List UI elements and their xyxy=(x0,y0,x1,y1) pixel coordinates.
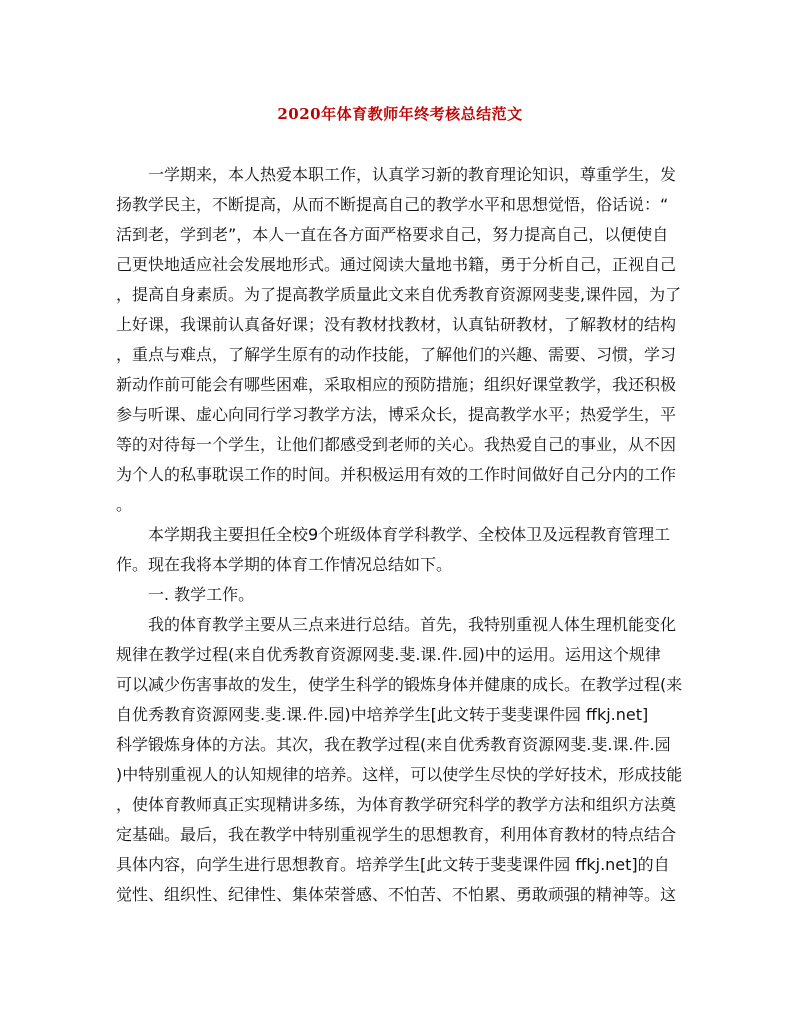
paragraph-line: 新动作前可能会有哪些困难，采取相应的预防措施；组织好课堂教学，我还积极 xyxy=(116,375,677,394)
paragraph-line: 规律在教学过程(来自优秀教育资源网斐.斐.课.件.园)中的运用。运用这个规律 xyxy=(116,645,661,664)
paragraph-line: 作。现在我将本学期的体育工作情况总结如下。 xyxy=(116,555,453,574)
paragraph-line: 。 xyxy=(116,495,133,514)
paragraph-line: 扬教学民主，不断提高，从而不断提高自己的教学水平和思想觉悟，俗话说：“ xyxy=(116,195,669,214)
paragraph-line: 上好课，我课前认真备好课；没有教材找教材，认真钻研教材，了解教材的结构 xyxy=(116,315,677,334)
paragraph-line: 可以减少伤害事故的发生，使学生科学的锻炼身体并健康的成长。在教学过程(来 xyxy=(116,675,683,694)
paragraph-line: ，使体育教师真正实现精讲多练，为体育教学研究科学的教学方法和组织方法奠 xyxy=(116,795,677,814)
paragraph-line: ，提高自身素质。为了提高教学质量此文来自优秀教育资源网斐斐,课件园，为了 xyxy=(116,285,682,304)
document-body xyxy=(116,160,688,910)
paragraph-line: 为个人的私事耽误工作的时间。并积极运用有效的工作时间做好自己分内的工作 xyxy=(116,465,677,484)
paragraph-line: 定基础。最后，我在教学中特别重视学生的思想教育，利用体育教材的特点结合 xyxy=(116,825,677,844)
paragraph-line: 己更快地适应社会发展地形式。通过阅读大量地书籍，勇于分析自己，正视自己 xyxy=(116,255,677,274)
paragraph-line: 我的体育教学主要从三点来进行总结。首先，我特别重视人体生理机能变化 xyxy=(148,615,677,634)
paragraph-line: 觉性、组织性、纪律性、集体荣誉感、不怕苦、不怕累、勇敢顽强的精神等。这 xyxy=(116,885,677,904)
document-title: 2020年体育教师年终考核总结范文 xyxy=(277,105,523,123)
paragraph-line: ，重点与难点，了解学生原有的动作技能，了解他们的兴趣、需要、习惯，学习 xyxy=(116,345,677,364)
paragraph-line: 具体内容，向学生进行思想教育。培养学生[此文转于斐斐课件园 ffkj.net]的自 xyxy=(116,855,670,874)
paragraph-line: 活到老，学到老”，本人一直在各方面严格要求自己，努力提高自己，以便使自 xyxy=(116,225,669,244)
paragraph-line: 自优秀教育资源网斐.斐.课.件.园)中培养学生[此文转于斐斐课件园 ffkj.net] xyxy=(116,705,649,724)
paragraph-line: 一学期来，本人热爱本职工作，认真学习新的教育理论知识，尊重学生，发 xyxy=(148,165,677,184)
section-heading: 一. 教学工作。 xyxy=(148,585,255,604)
paragraph-line: 等的对待每一个学生，让他们都感受到老师的关心。我热爱自己的事业，从不因 xyxy=(116,435,677,454)
paragraph-line: )中特别重视人的认知规律的培养。这样，可以使学生尽快的学好技术，形成技能 xyxy=(116,765,683,784)
paragraph-line: 科学锻炼身体的方法。其次，我在教学过程(来自优秀教育资源网斐.斐.课.件.园 xyxy=(116,735,671,754)
paragraph-line: 本学期我主要担任全校9个班级体育学科教学、全校体卫及远程教育管理工 xyxy=(148,525,671,544)
paragraph-line: 参与听课、虚心向同行学习教学方法，博采众长，提高教学水平；热爱学生，平 xyxy=(116,405,677,424)
